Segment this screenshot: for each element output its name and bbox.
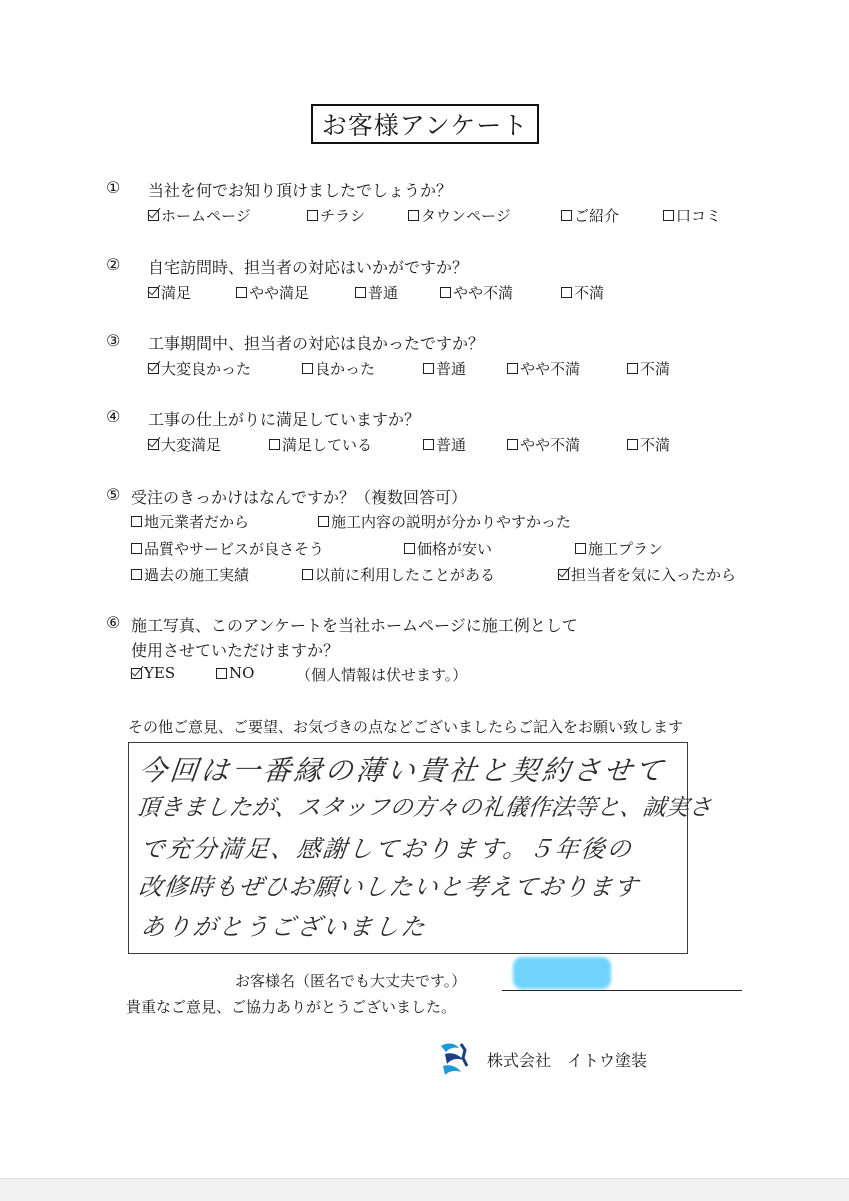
option-townpage[interactable]: タウンページ — [408, 205, 511, 226]
checkbox[interactable] — [663, 210, 674, 221]
checkbox[interactable] — [216, 668, 227, 679]
checkbox[interactable] — [440, 287, 451, 298]
option-very-satisfied[interactable]: 大変満足 — [148, 434, 221, 455]
checkbox[interactable] — [507, 363, 518, 374]
checkbox-checked[interactable] — [148, 363, 159, 374]
checkbox[interactable] — [627, 363, 638, 374]
option-somewhat-dissatisfied[interactable]: やや不満 — [507, 358, 580, 379]
name-underline — [502, 990, 742, 991]
option-somewhat-satisfied[interactable]: やや満足 — [236, 282, 309, 303]
checkbox[interactable] — [507, 439, 518, 450]
handwritten-line: で充分満足、感謝しております。５年後の — [139, 835, 635, 863]
question-text: 工事期間中、担当者の対応は良かったですか？ — [148, 334, 485, 353]
checkbox-checked[interactable] — [148, 287, 159, 298]
checkbox[interactable] — [131, 516, 142, 527]
option-normal[interactable]: 普通 — [355, 282, 398, 303]
option-homepage[interactable]: ホームページ — [148, 205, 251, 226]
option-somewhat-dissatisfied[interactable]: やや不満 — [507, 434, 580, 455]
company-name: 株式会社 イトウ塗装 — [487, 1051, 648, 1070]
checkbox[interactable] — [131, 543, 142, 554]
option-dissatisfied[interactable]: 不満 — [561, 282, 604, 303]
checkbox[interactable] — [423, 439, 434, 450]
checkbox[interactable] — [408, 210, 419, 221]
option-low-price[interactable]: 価格が安い — [404, 538, 492, 559]
option-dissatisfied[interactable]: 不満 — [627, 358, 670, 379]
option-normal[interactable]: 普通 — [423, 434, 466, 455]
option-no[interactable]: NO — [216, 664, 254, 682]
handwritten-line: 頂きましたが、スタッフの方々の礼儀作法等と、誠実さ — [135, 795, 714, 821]
checkbox[interactable] — [131, 569, 142, 580]
comment-box[interactable] — [128, 742, 714, 954]
option-dissatisfied[interactable]: 不満 — [627, 434, 670, 455]
checkbox[interactable] — [627, 439, 638, 450]
option-satisfied[interactable]: 満足 — [148, 282, 191, 303]
option-past-record[interactable]: 過去の施工実績 — [131, 564, 249, 585]
option-clear-explanation[interactable]: 施工内容の説明が分かりやすかった — [318, 511, 571, 532]
checkbox-checked[interactable] — [131, 668, 142, 679]
comment-prompt: その他ご意見、ご要望、お気づきの点などございましたらご記入をお願い致します — [128, 718, 684, 736]
question-number: ① — [106, 178, 121, 197]
redacted-name — [513, 957, 611, 989]
checkbox[interactable] — [404, 543, 415, 554]
checkbox[interactable] — [561, 287, 572, 298]
option-normal[interactable]: 普通 — [423, 358, 466, 379]
checkbox-checked[interactable] — [148, 210, 159, 221]
option-liked-staff[interactable]: 担当者を気に入ったから — [558, 564, 736, 585]
checkbox[interactable] — [318, 516, 329, 527]
checkbox[interactable] — [423, 363, 434, 374]
checkbox[interactable] — [355, 287, 366, 298]
question-number: ⑥ — [106, 613, 121, 632]
checkbox[interactable] — [561, 210, 572, 221]
question-number: ③ — [106, 331, 121, 350]
checkbox[interactable] — [302, 363, 313, 374]
checkbox[interactable] — [307, 210, 318, 221]
question-text-line2: 使用させていただけますか？ — [131, 641, 340, 660]
page-edge — [0, 1178, 849, 1201]
handwritten-line: ありがとうございました — [139, 913, 429, 941]
option-construction-plan[interactable]: 施工プラン — [575, 538, 663, 559]
checkbox[interactable] — [269, 439, 280, 450]
checkbox[interactable] — [302, 569, 313, 580]
question-number: ② — [106, 255, 121, 274]
option-flyer[interactable]: チラシ — [307, 205, 365, 226]
option-quality-service[interactable]: 品質やサービスが良さそう — [131, 538, 324, 559]
option-used-before[interactable]: 以前に利用したことがある — [302, 564, 495, 585]
question-text: 受注のきっかけはなんですか？（複数回答可） — [131, 488, 468, 507]
option-somewhat-dissatisfied[interactable]: やや不満 — [440, 282, 513, 303]
checkbox[interactable] — [236, 287, 247, 298]
customer-name-label: お客様名（匿名でも大丈夫です。） — [235, 972, 467, 990]
checkbox-checked[interactable] — [148, 439, 159, 450]
question-text: 当社を何でお知り頂けましたでしょうか？ — [148, 181, 453, 200]
option-satisfied[interactable]: 満足している — [269, 434, 372, 455]
option-good[interactable]: 良かった — [302, 358, 375, 379]
question-text: 自宅訪問時、担当者の対応はいかがですか？ — [148, 258, 469, 277]
option-word-of-mouth[interactable]: 口コミ — [663, 205, 721, 226]
question-text: 工事の仕上がりに満足していますか？ — [148, 410, 421, 429]
thanks-text: 貴重なご意見、ご協力ありがとうございました。 — [126, 998, 457, 1016]
checkbox-checked[interactable] — [558, 569, 569, 580]
option-very-good[interactable]: 大変良かった — [148, 358, 251, 379]
privacy-note: （個人情報は伏せます。） — [296, 666, 468, 684]
page-title: お客様アンケート — [321, 111, 529, 140]
handwritten-line: 今回は一番縁の薄い貴社と契約させて — [137, 754, 668, 787]
question-number: ⑤ — [106, 485, 121, 504]
title-box — [311, 104, 539, 144]
handwritten-line: 改修時もぜひお願いしたいと考えております — [137, 873, 641, 901]
option-yes[interactable]: YES — [131, 664, 175, 682]
option-referral[interactable]: ご紹介 — [561, 205, 619, 226]
company-logo-icon — [437, 1040, 471, 1076]
question-text: 施工写真、このアンケートを当社ホームページに施工例として — [131, 616, 578, 635]
option-local-business[interactable]: 地元業者だから — [131, 511, 249, 532]
checkbox[interactable] — [575, 543, 586, 554]
question-number: ④ — [106, 407, 121, 426]
